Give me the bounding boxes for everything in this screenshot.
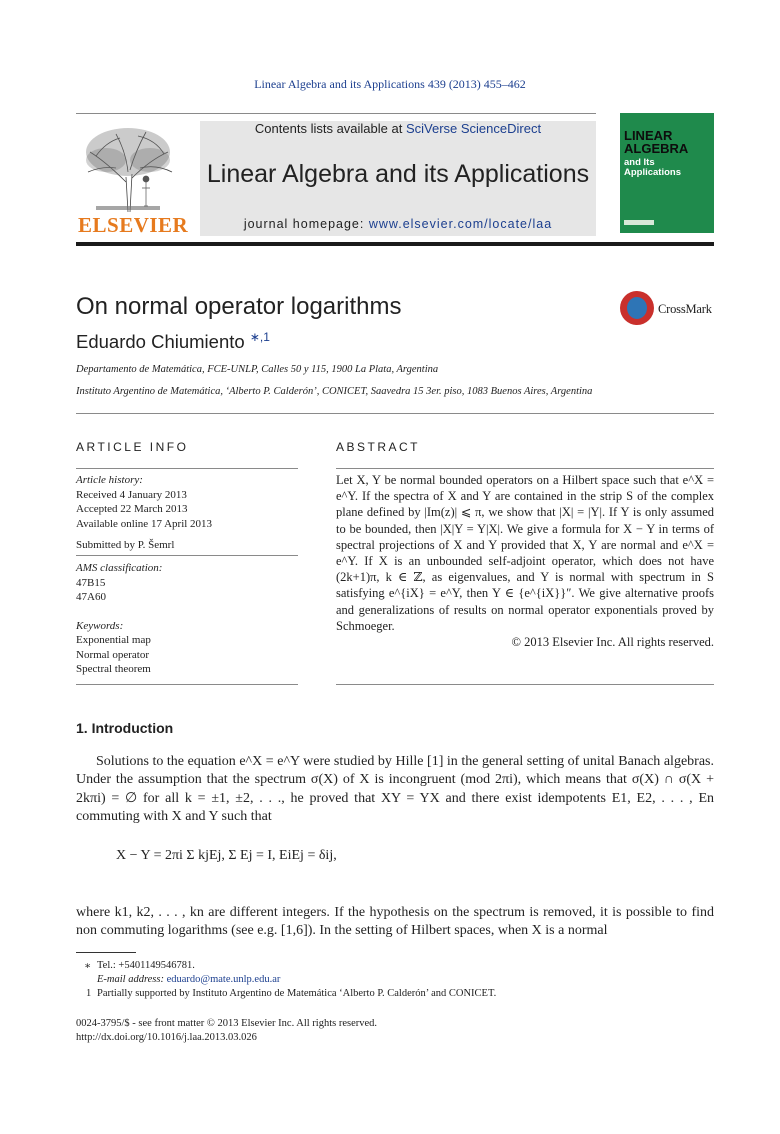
cover-title: LINEAR ALGEBRA bbox=[624, 128, 689, 156]
elsevier-tree-logo bbox=[76, 122, 180, 214]
keywords-label: Keywords: bbox=[76, 619, 124, 632]
online-date: Available online 17 April 2013 bbox=[76, 517, 213, 530]
accepted-date: Accepted 22 March 2013 bbox=[76, 503, 188, 515]
keyword: Exponential map bbox=[76, 634, 151, 646]
history-label: Article history: bbox=[76, 474, 143, 486]
cover-subtitle: and Its Applications bbox=[624, 157, 682, 178]
abstract-rule-bottom bbox=[336, 684, 714, 685]
keyword: Spectral theorem bbox=[76, 663, 151, 675]
footnote-support: Partially supported by Instituto Argentino de Matemática ‘Alberto P. Calderón’ and CONICET. bbox=[97, 988, 497, 999]
received-date: Received 4 January 2013 bbox=[76, 488, 187, 501]
info-rule-1 bbox=[76, 468, 298, 469]
ams-block bbox=[76, 561, 162, 677]
footnote-one-mark: 1 bbox=[86, 988, 92, 999]
article-title: On normal operator logarithms bbox=[76, 293, 402, 320]
info-rule-2 bbox=[76, 555, 298, 556]
doi-link[interactable]: http://dx.doi.org/10.1016/j.laa.2013.03.026 bbox=[76, 1032, 257, 1043]
abstract-text: Let X, Y be normal bounded operators on a Hilbert space such that e^X = e^Y. If the spectra of X and Y are contained in the strip S of the complex plane defined by |Im(z)| ⩽ π, we show that |X| = |Y|. If Y is only assumed to be bounded, then |X|Y = Y|X|. We give a formula for X − Y in terms of spectral projections of X and Y provided that X, Y are normal and e^X = e^Y. If X is an unbounded self-adjoint operator, which does not have (2k+1)π, k ∈ ℤ, as eigenvalues, and Y is normal with spectrum in S satisfying e^{iX} = e^Y, then Y ∈ {e^{iX}}″. We give alternative proofs and generalizations of results on normal operator exponentials proved by Schmoeger. bbox=[336, 473, 714, 633]
ams-label: AMS classification: bbox=[76, 562, 163, 574]
author-name: Eduardo Chiumiento bbox=[76, 331, 245, 353]
header-bottom-rule bbox=[76, 242, 714, 246]
sciencedirect-link[interactable]: SciVerse ScienceDirect bbox=[405, 121, 542, 136]
contents-line bbox=[200, 121, 596, 136]
crossmark-inner bbox=[627, 297, 647, 319]
homepage-label: journal homepage: bbox=[243, 217, 369, 231]
journal-cover[interactable] bbox=[620, 113, 714, 233]
crossmark-label: CrossMark bbox=[658, 302, 712, 316]
intro-paragraph-1: Solutions to the equation e^X = e^Y were studied by Hille [1] in the general setting of unital Banach algebras. Under the assumption that the spectrum σ(X) of X is incongruent (mod 2πi), which means that σ(X) ∩ σ(X + 2kπi) = ∅ for all k = ±1, ±2, . . ., he proved that XY = YX and there exist idempotents E1, E2, . . . , En commuting with X and Y such that bbox=[76, 754, 714, 824]
info-rule-3 bbox=[76, 684, 298, 685]
contents-prefix: Contents lists available at bbox=[254, 121, 406, 136]
elsevier-wordmark: ELSEVIER bbox=[78, 213, 189, 237]
author-line bbox=[76, 330, 270, 353]
author-marks[interactable]: ∗,1 bbox=[249, 330, 270, 344]
ams-code: 47B15 bbox=[76, 576, 106, 589]
ams-code: 47A60 bbox=[76, 591, 106, 603]
abstract-heading: ABSTRACT bbox=[336, 440, 421, 454]
abstract-rule-top bbox=[336, 468, 714, 469]
footnote-tel: Tel.: +5401149546781. bbox=[97, 960, 195, 971]
affiliation-rule bbox=[76, 413, 714, 414]
header-top-rule bbox=[76, 113, 596, 114]
issn-line: 0024-3795/$ - see front matter © 2013 Elsevier Inc. All rights reserved. bbox=[76, 1018, 378, 1029]
footnote-rule bbox=[76, 952, 136, 953]
journal-name: Linear Algebra and its Applications bbox=[206, 160, 590, 188]
submitted-by: Submitted by P. Šemrl bbox=[76, 539, 175, 551]
article-info-heading: ARTICLE INFO bbox=[76, 440, 189, 454]
intro-paragraph-2: where k1, k2, . . . , kn are different integers. If the hypothesis on the spectrum is removed, it is possible to find non commuting logarithms (see e.g. [1,6]). In the setting of Hilbert spaces, when X is a normal bbox=[76, 905, 714, 939]
history-block bbox=[76, 473, 212, 553]
footnote-email-line bbox=[97, 974, 280, 985]
footnote-star-mark: ∗ bbox=[84, 961, 92, 972]
affiliation-2: Instituto Argentino de Matemática, ‘Alberto P. Calderón’, CONICET, Saavedra 15 3er. piso, 1083 Buenos Aires, Argentina bbox=[76, 386, 593, 397]
introduction-heading: 1. Introduction bbox=[76, 720, 174, 736]
footnote-email-label: E-mail address: bbox=[97, 974, 167, 985]
homepage-line bbox=[200, 217, 596, 231]
abstract-copyright: © 2013 Elsevier Inc. All rights reserved. bbox=[511, 635, 714, 650]
affiliation-1: Departamento de Matemática, FCE-UNLP, Calles 50 y 115, 1900 La Plata, Argentina bbox=[76, 364, 439, 375]
keyword: Normal operator bbox=[76, 648, 149, 661]
footnote-email-link[interactable]: eduardo@mate.unlp.edu.ar bbox=[166, 974, 281, 985]
cover-strip bbox=[624, 220, 654, 225]
intro-equation: X − Y = 2πi Σ kjEj, Σ Ej = I, EiEj = δij, bbox=[116, 848, 337, 863]
journal-reference[interactable]: Linear Algebra and its Applications 439 (2013) 455–462 bbox=[254, 77, 526, 91]
homepage-link[interactable]: www.elsevier.com/locate/laa bbox=[368, 217, 553, 231]
abstract-body bbox=[336, 472, 714, 650]
